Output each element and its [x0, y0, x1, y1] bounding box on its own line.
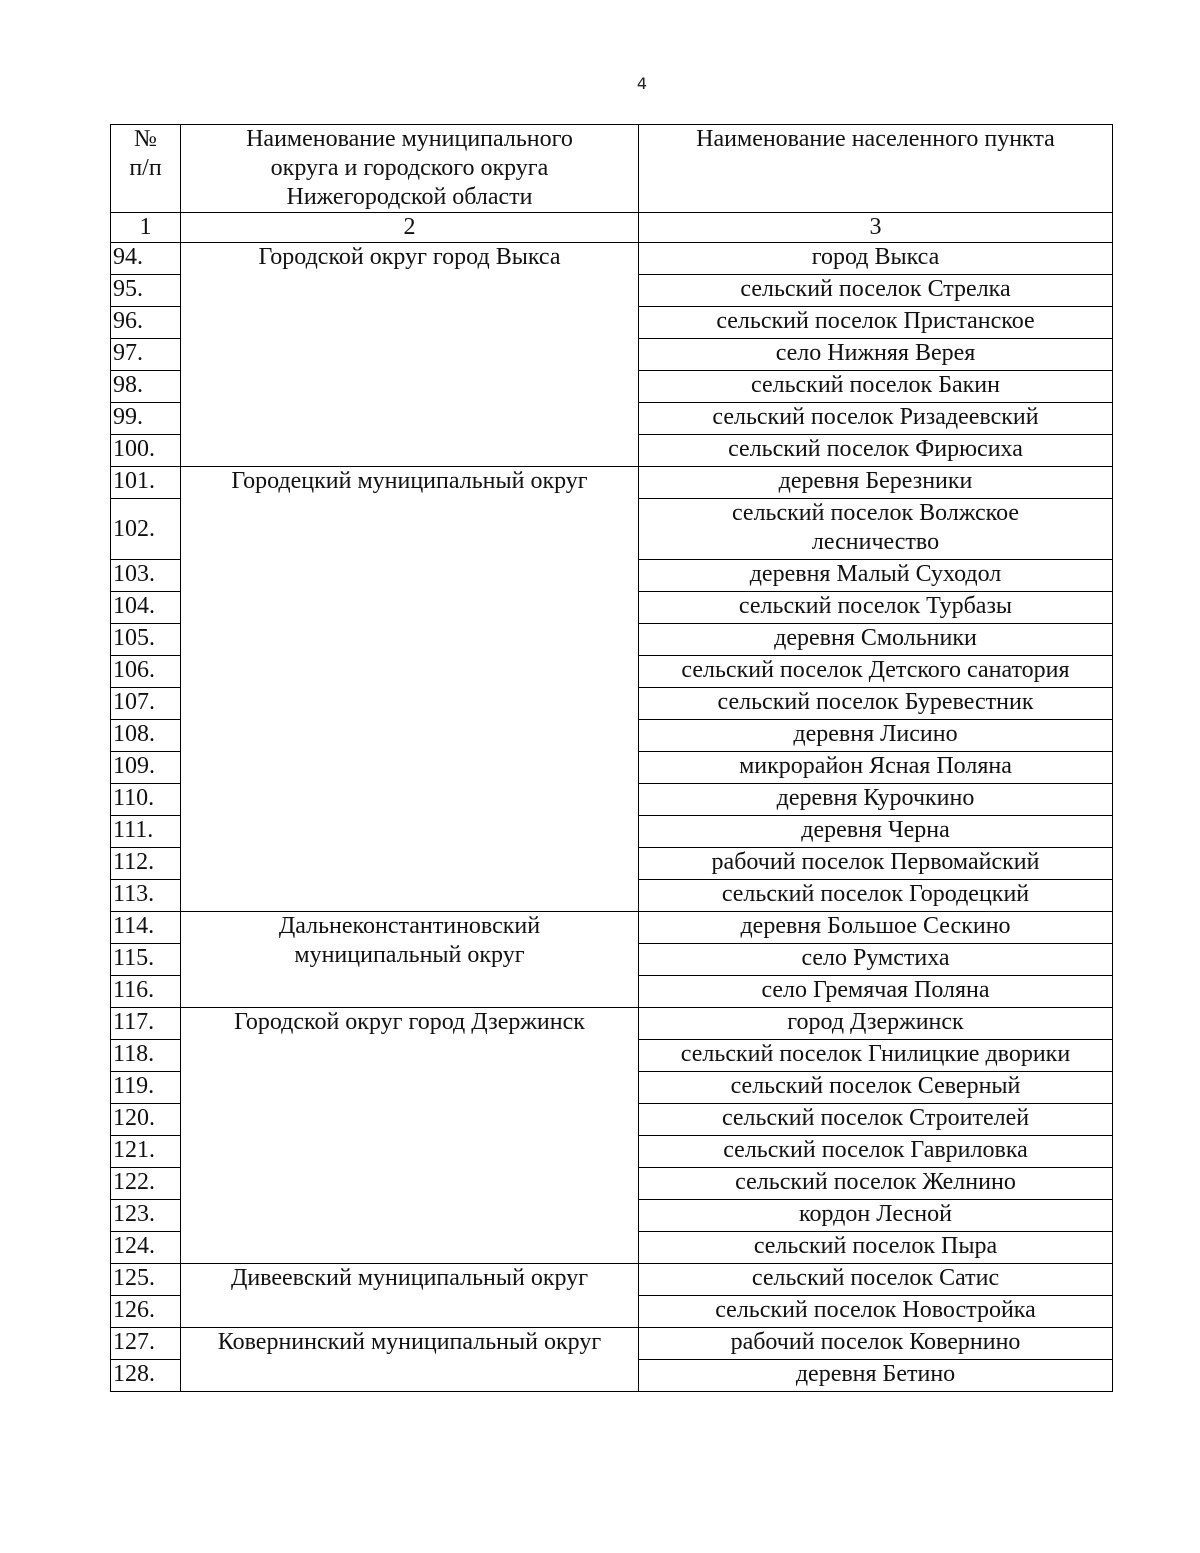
row-number: 107. — [111, 688, 181, 720]
row-number: 109. — [111, 752, 181, 784]
municipality-name: Городской округ город Выкса — [258, 244, 561, 270]
header-number-cell — [111, 125, 181, 213]
locality-name: село Нижняя Верея — [639, 339, 1113, 371]
table-row — [111, 912, 1113, 944]
locality-name: деревня Лисино — [639, 720, 1113, 752]
table-row — [111, 243, 1113, 275]
municipality-cell — [181, 1328, 639, 1392]
column-number: 1 — [111, 213, 181, 243]
row-number: 121. — [111, 1136, 181, 1168]
locality-name: деревня Березники — [639, 467, 1113, 499]
locality-name: кордон Лесной — [639, 1200, 1113, 1232]
locality-name: сельский поселок Бакин — [639, 371, 1113, 403]
row-number: 100. — [111, 435, 181, 467]
row-number: 116. — [111, 976, 181, 1008]
municipality-name: Дивеевский муниципальный округ — [230, 1265, 589, 1291]
column-number: 3 — [639, 213, 1113, 243]
municipality-name: Городской округ город Дзержинск — [234, 1009, 585, 1035]
locality-name: деревня Большое Сескино — [639, 912, 1113, 944]
locality-name: сельский поселок Пристанское — [639, 307, 1113, 339]
locality-name: сельский поселок Пыра — [639, 1232, 1113, 1264]
row-number: 106. — [111, 656, 181, 688]
settlements-table — [110, 124, 1113, 1392]
locality-name-line1: сельский поселок Волжское — [731, 500, 1020, 526]
row-number: 128. — [111, 1360, 181, 1392]
row-number: 97. — [111, 339, 181, 371]
municipality-name: Городецкий муниципальный округ — [231, 468, 588, 494]
locality-name-line2: лесничество — [811, 529, 940, 555]
row-number: 105. — [111, 624, 181, 656]
table-row — [111, 1328, 1113, 1360]
row-number: 114. — [111, 912, 181, 944]
header-municipality-line2: округа и городского округа — [270, 155, 549, 181]
locality-name: сельский поселок Гнилицкие дворики — [639, 1040, 1113, 1072]
locality-name: сельский поселок Фирюсиха — [639, 435, 1113, 467]
row-number: 125. — [111, 1264, 181, 1296]
locality-name: сельский поселок Новостройка — [639, 1296, 1113, 1328]
row-number: 95. — [111, 275, 181, 307]
table-row — [111, 1264, 1113, 1296]
header-number-line1: № — [134, 126, 157, 152]
row-number: 117. — [111, 1008, 181, 1040]
locality-name: село Гремячая Поляна — [639, 976, 1113, 1008]
locality-name: деревня Черна — [639, 816, 1113, 848]
row-number: 119. — [111, 1072, 181, 1104]
header-number-line2: п/п — [129, 155, 162, 181]
row-number: 123. — [111, 1200, 181, 1232]
locality-name: деревня Малый Суходол — [639, 560, 1113, 592]
locality-name: город Выкса — [639, 243, 1113, 275]
locality-name — [639, 499, 1113, 560]
row-number: 120. — [111, 1104, 181, 1136]
row-number: 127. — [111, 1328, 181, 1360]
locality-name: сельский поселок Детского санатория — [639, 656, 1113, 688]
locality-name: сельский поселок Гавриловка — [639, 1136, 1113, 1168]
locality-name: рабочий поселок Ковернино — [639, 1328, 1113, 1360]
locality-name: город Дзержинск — [639, 1008, 1113, 1040]
municipality-cell — [181, 467, 639, 912]
table-row — [111, 467, 1113, 499]
row-number: 96. — [111, 307, 181, 339]
locality-name: деревня Смольники — [639, 624, 1113, 656]
row-number: 113. — [111, 880, 181, 912]
row-number: 108. — [111, 720, 181, 752]
row-number: 110. — [111, 784, 181, 816]
table-body — [111, 243, 1113, 1392]
row-number: 126. — [111, 1296, 181, 1328]
row-number: 103. — [111, 560, 181, 592]
row-number: 102. — [111, 499, 181, 560]
locality-name: сельский поселок Сатис — [639, 1264, 1113, 1296]
column-number: 2 — [181, 213, 639, 243]
row-number: 98. — [111, 371, 181, 403]
municipality-name: Дальнеконстантиновский — [278, 913, 541, 939]
column-number-row — [111, 213, 1113, 243]
locality-name: деревня Бетино — [639, 1360, 1113, 1392]
row-number: 118. — [111, 1040, 181, 1072]
row-number: 111. — [111, 816, 181, 848]
locality-name: село Румстиха — [639, 944, 1113, 976]
locality-name: сельский поселок Стрелка — [639, 275, 1113, 307]
locality-name: сельский поселок Северный — [639, 1072, 1113, 1104]
row-number: 94. — [111, 243, 181, 275]
locality-name: сельский поселок Турбазы — [639, 592, 1113, 624]
locality-name: сельский поселок Ризадеевский — [639, 403, 1113, 435]
municipality-cell — [181, 243, 639, 467]
header-municipality-line1: Наименование муниципального — [246, 126, 573, 152]
locality-name: сельский поселок Желнино — [639, 1168, 1113, 1200]
header-municipality-line3: Нижегородской области — [286, 184, 533, 210]
locality-name: микрорайон Ясная Поляна — [639, 752, 1113, 784]
table-row — [111, 1008, 1113, 1040]
municipality-cell — [181, 1264, 639, 1328]
municipality-name-line2: муниципальный округ — [294, 942, 525, 968]
locality-name: рабочий поселок Первомайский — [639, 848, 1113, 880]
row-number: 112. — [111, 848, 181, 880]
row-number: 124. — [111, 1232, 181, 1264]
row-number: 101. — [111, 467, 181, 499]
municipality-name: Ковернинский муниципальный округ — [217, 1329, 602, 1355]
row-number: 115. — [111, 944, 181, 976]
row-number: 122. — [111, 1168, 181, 1200]
locality-name: сельский поселок Городецкий — [639, 880, 1113, 912]
header-municipality-cell — [181, 125, 639, 213]
header-locality-cell: Наименование населенного пункта — [639, 125, 1113, 213]
table-header-row — [111, 125, 1113, 213]
row-number: 99. — [111, 403, 181, 435]
locality-name: сельский поселок Строителей — [639, 1104, 1113, 1136]
page-number: 4 — [636, 74, 648, 93]
municipality-cell — [181, 1008, 639, 1264]
locality-name: деревня Курочкино — [639, 784, 1113, 816]
row-number: 104. — [111, 592, 181, 624]
municipality-cell — [181, 912, 639, 1008]
locality-name: сельский поселок Буревестник — [639, 688, 1113, 720]
